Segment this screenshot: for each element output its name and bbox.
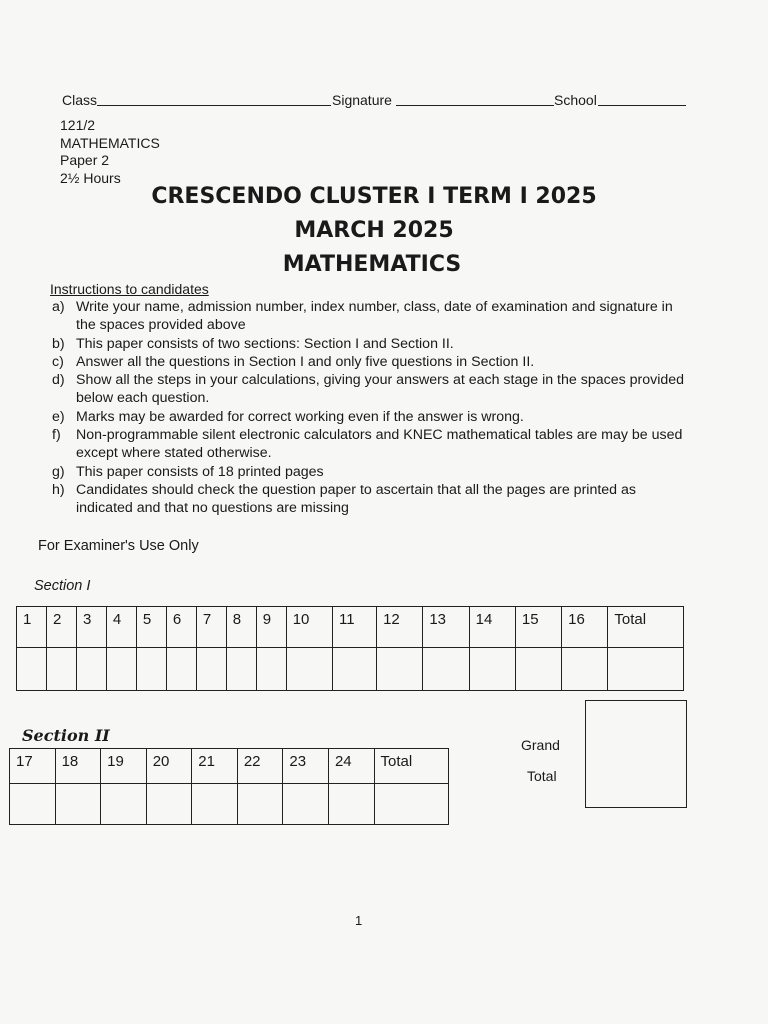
question-number-cell: 14 xyxy=(469,607,515,648)
instructions-heading: Instructions to candidates xyxy=(50,281,209,297)
paper-meta xyxy=(60,117,160,187)
section-1-label: Section I xyxy=(34,578,91,594)
total-mark-cell[interactable] xyxy=(374,784,449,825)
signature-field-line[interactable] xyxy=(396,105,554,106)
section-1-marks-row xyxy=(17,648,684,691)
question-number-cell: 4 xyxy=(106,607,136,648)
instruction-letter: g) xyxy=(52,463,65,480)
mark-cell[interactable] xyxy=(286,648,332,691)
examiner-use-heading: For Examiner's Use Only xyxy=(38,538,199,554)
paper-number: Paper 2 xyxy=(60,152,110,168)
grand-total-label-line1: Grand xyxy=(521,737,560,753)
question-number-cell: 9 xyxy=(256,607,286,648)
mark-cell[interactable] xyxy=(332,648,376,691)
instruction-text: Candidates should check the question paper to ascertain that all the pages are printed as indicated and that no questions are missing xyxy=(76,481,636,517)
mark-cell[interactable] xyxy=(423,648,469,691)
question-number-cell: 7 xyxy=(196,607,226,648)
question-number-cell: 15 xyxy=(515,607,561,648)
school-label: School xyxy=(554,92,597,108)
mark-cell[interactable] xyxy=(136,648,166,691)
question-number-cell: 16 xyxy=(562,607,608,648)
instruction-item xyxy=(52,426,692,463)
mark-cell[interactable] xyxy=(469,648,515,691)
paper-subject: MATHEMATICS xyxy=(60,134,160,151)
mark-cell[interactable] xyxy=(377,648,423,691)
question-number-cell: 24 xyxy=(328,749,374,784)
paper-duration: 2½ Hours xyxy=(60,169,121,186)
instruction-letter: h) xyxy=(52,481,65,498)
instruction-letter: a) xyxy=(52,299,65,315)
mark-cell[interactable] xyxy=(146,784,192,825)
exam-date: MARCH 2025 xyxy=(294,218,454,243)
mark-cell[interactable] xyxy=(46,648,76,691)
mark-cell[interactable] xyxy=(55,784,101,825)
section-2-header-row xyxy=(10,749,449,784)
question-number-cell: 8 xyxy=(226,607,256,648)
exam-subject-title: MATHEMATICS xyxy=(282,252,462,277)
instruction-item xyxy=(52,335,692,353)
paper-code: 121/2 xyxy=(60,117,96,133)
instruction-letter: c) xyxy=(52,353,64,370)
instruction-item xyxy=(52,463,692,481)
mark-cell[interactable] xyxy=(17,648,47,691)
question-number-cell: 21 xyxy=(192,749,238,784)
total-header-cell: Total xyxy=(608,607,684,648)
question-number-cell: 1 xyxy=(17,607,47,648)
grand-total-label-line2: Total xyxy=(527,768,557,784)
mark-cell[interactable] xyxy=(192,784,238,825)
question-number-cell: 13 xyxy=(423,607,469,648)
instructions-list xyxy=(52,298,692,518)
mark-cell[interactable] xyxy=(196,648,226,691)
mark-cell[interactable] xyxy=(328,784,374,825)
question-number-cell: 19 xyxy=(101,749,147,784)
instruction-letter: d) xyxy=(52,372,65,389)
instruction-letter: f) xyxy=(52,427,61,444)
question-number-cell: 17 xyxy=(10,749,56,784)
section-1-score-table xyxy=(16,606,684,691)
signature-label: Signature xyxy=(332,92,392,108)
instruction-text: Answer all the questions in Section I and only five questions in Section II. xyxy=(76,353,535,370)
instruction-text: Non-programmable silent electronic calculators and KNEC mathematical tables are may be used except where stated otherwise. xyxy=(76,427,683,462)
question-number-cell: 22 xyxy=(237,749,283,784)
mark-cell[interactable] xyxy=(283,784,329,825)
question-number-cell: 10 xyxy=(286,607,332,648)
question-number-cell: 3 xyxy=(76,607,106,648)
instruction-text: Show all the steps in your calculations, giving your answers at each stage in the spaces provided below each question. xyxy=(76,372,685,407)
instruction-item xyxy=(52,481,692,518)
instruction-item xyxy=(52,298,692,335)
mark-cell[interactable] xyxy=(166,648,196,691)
instruction-item xyxy=(52,371,692,408)
exam-title: CRESCENDO CLUSTER I TERM I 2025 xyxy=(151,184,597,209)
mark-cell[interactable] xyxy=(256,648,286,691)
instruction-item xyxy=(52,353,692,371)
instruction-letter: b) xyxy=(52,335,65,352)
instruction-letter: e) xyxy=(52,408,65,425)
total-header-cell: Total xyxy=(374,749,449,784)
mark-cell[interactable] xyxy=(106,648,136,691)
instruction-item xyxy=(52,408,692,426)
section-1-header-row xyxy=(17,607,684,648)
grand-total-box[interactable] xyxy=(585,700,687,808)
instruction-text: This paper consists of 18 printed pages xyxy=(76,463,324,480)
mark-cell[interactable] xyxy=(10,784,56,825)
mark-cell[interactable] xyxy=(515,648,561,691)
question-number-cell: 18 xyxy=(55,749,101,784)
page-number: 1 xyxy=(355,913,363,928)
instruction-text: Marks may be awarded for correct working even if the answer is wrong. xyxy=(76,408,524,425)
total-mark-cell[interactable] xyxy=(608,648,684,691)
mark-cell[interactable] xyxy=(76,648,106,691)
mark-cell[interactable] xyxy=(562,648,608,691)
school-field-line[interactable] xyxy=(598,105,686,106)
class-label: Class xyxy=(62,92,98,108)
mark-cell[interactable] xyxy=(226,648,256,691)
question-number-cell: 5 xyxy=(136,607,166,648)
question-number-cell: 20 xyxy=(146,749,192,784)
instruction-text: Write your name, admission number, index number, class, date of examination and signature in the spaces provided above xyxy=(76,299,673,334)
question-number-cell: 11 xyxy=(332,607,376,648)
mark-cell[interactable] xyxy=(101,784,147,825)
section-2-label: Section II xyxy=(22,726,110,745)
section-2-marks-row xyxy=(10,784,449,825)
question-number-cell: 6 xyxy=(166,607,196,648)
question-number-cell: 2 xyxy=(46,607,76,648)
section-2-score-table xyxy=(9,748,449,825)
question-number-cell: 23 xyxy=(283,749,329,784)
mark-cell[interactable] xyxy=(237,784,283,825)
candidate-details-line xyxy=(62,88,692,110)
question-number-cell: 12 xyxy=(377,607,423,648)
instruction-text: This paper consists of two sections: Section I and Section II. xyxy=(76,335,454,352)
class-field-line[interactable] xyxy=(97,105,331,106)
